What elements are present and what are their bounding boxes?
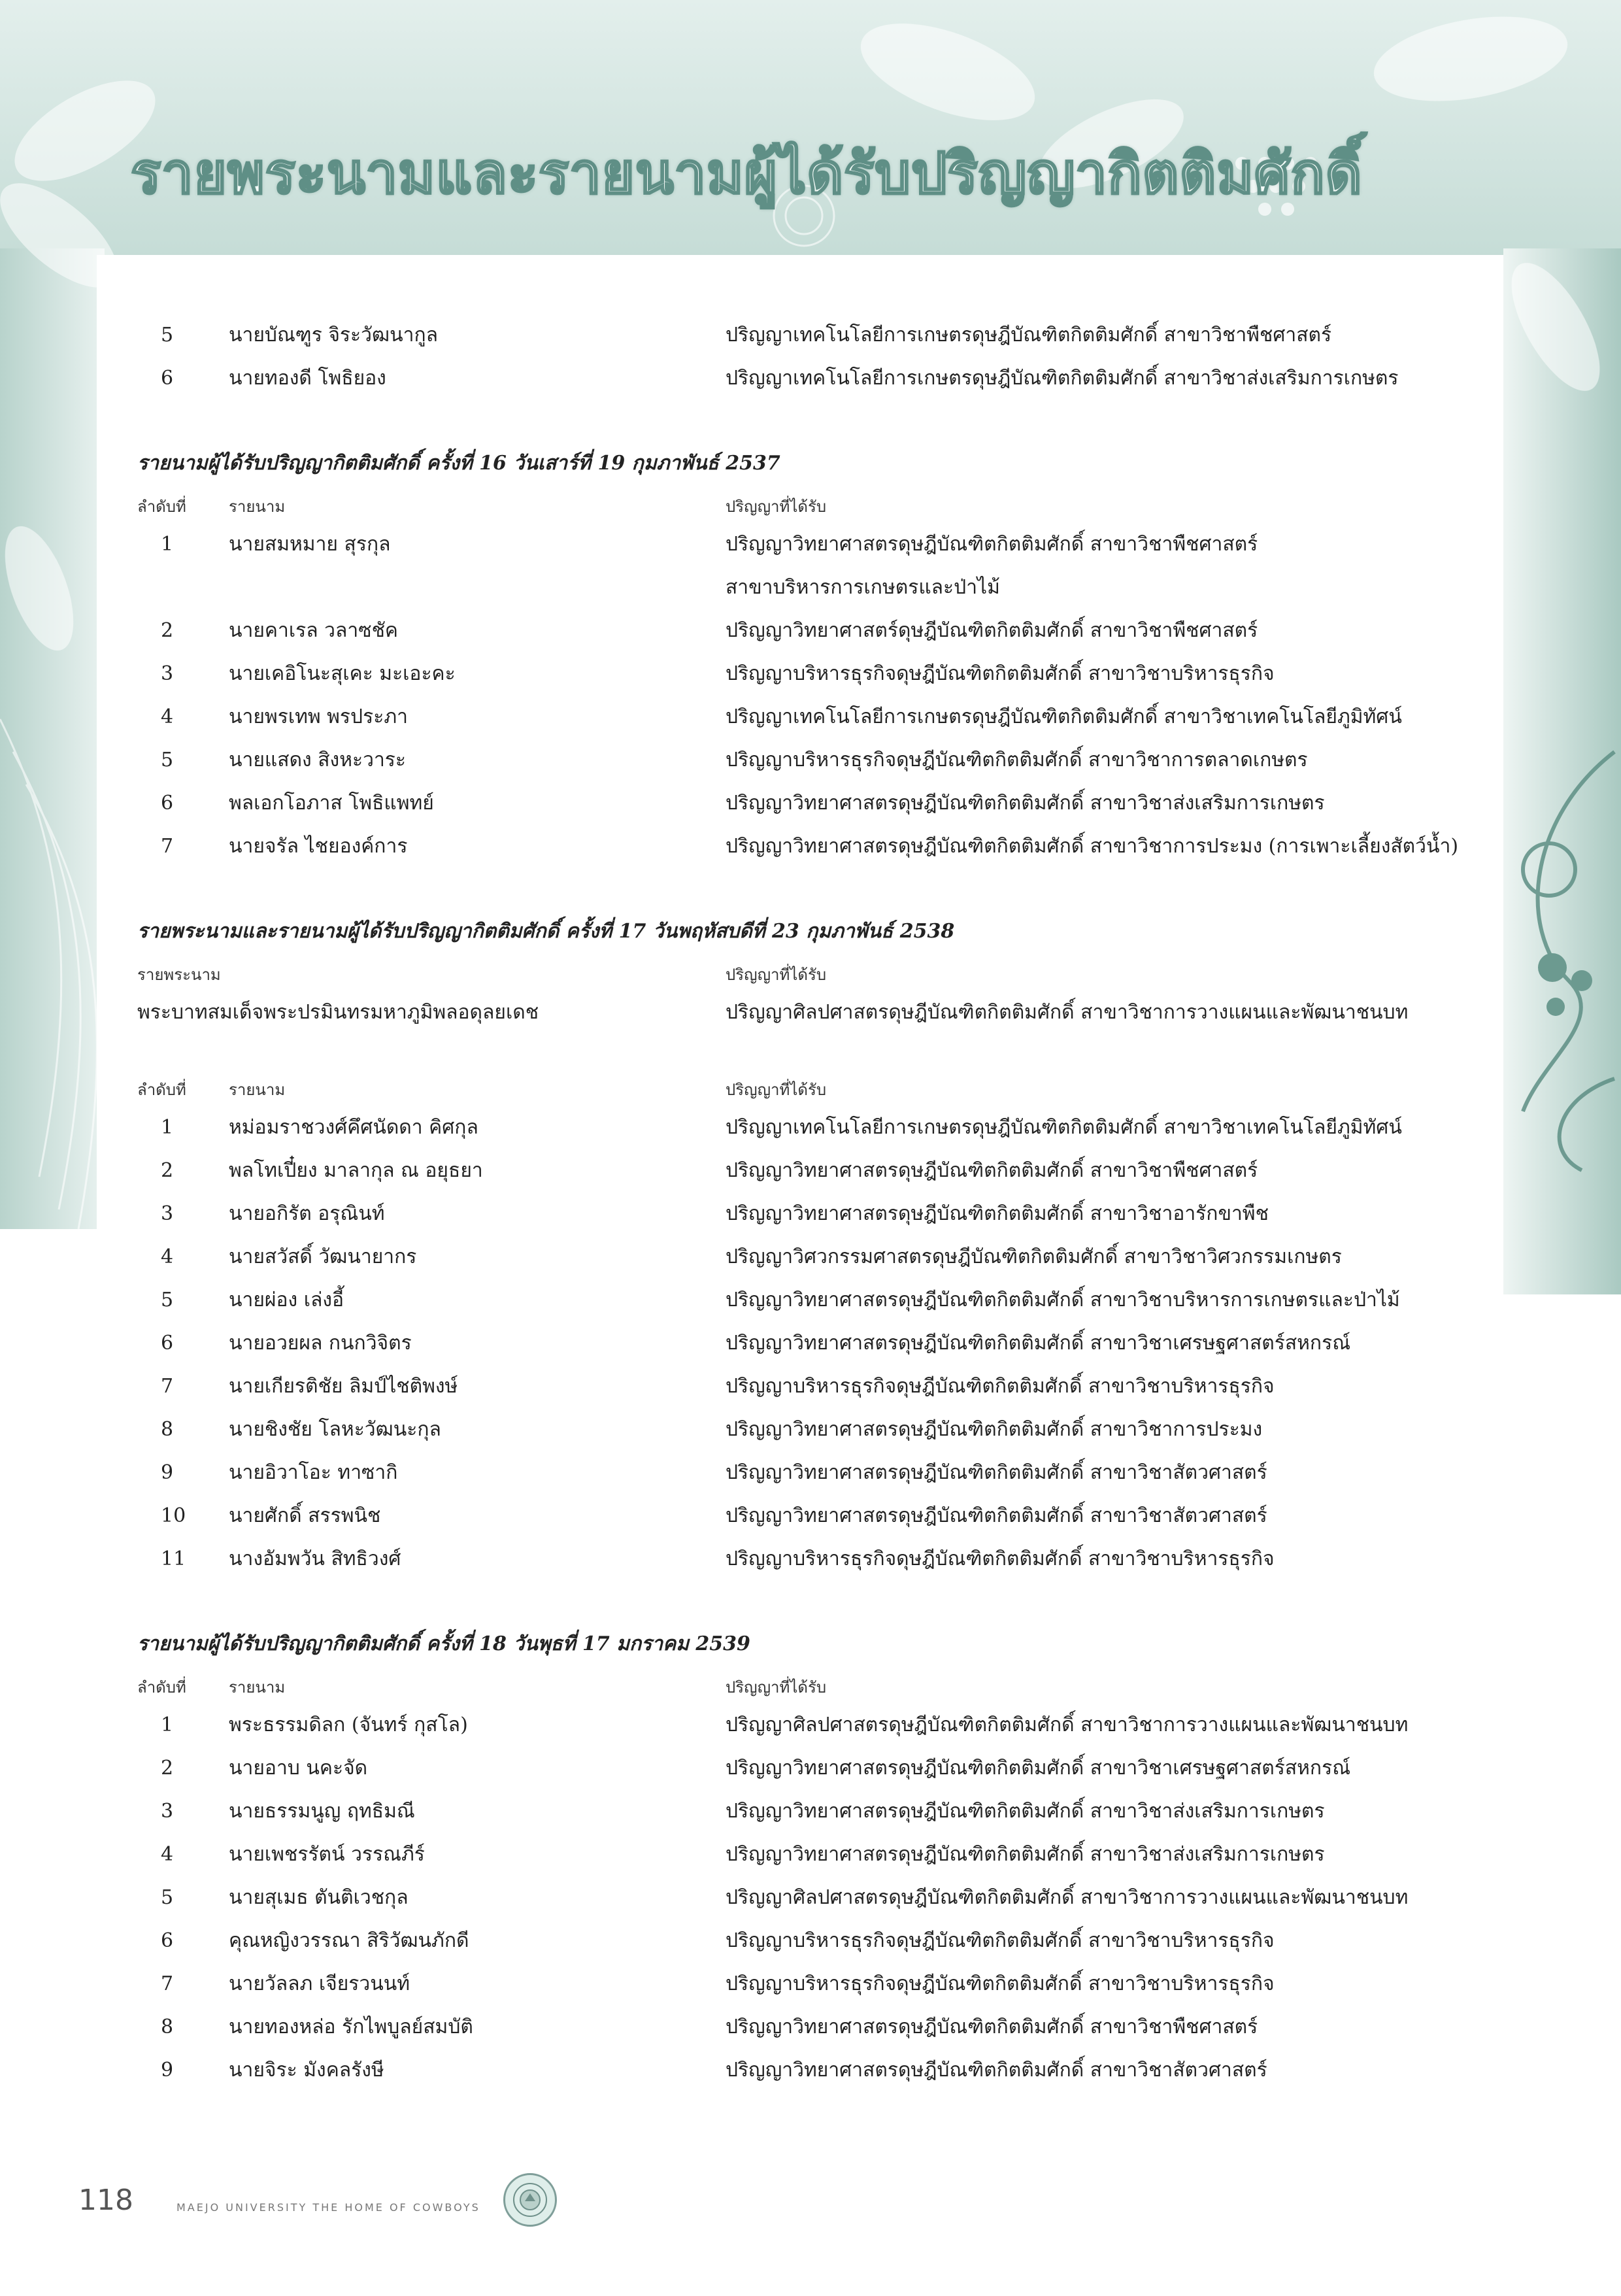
recipient-name: นายคาเรล วลาซชัค	[229, 619, 398, 642]
column-headers	[137, 1666, 1510, 1704]
row-number: 10	[161, 1504, 186, 1527]
row-number: 4	[161, 705, 174, 728]
list-item	[137, 2006, 1510, 2049]
list-item	[137, 1236, 1510, 1279]
column-headers	[137, 485, 1510, 523]
column-headers	[137, 1068, 1510, 1106]
page-title: รายพระนามและรายนามผู้ได้รับปริญญากิตติมศักดิ์	[131, 141, 1363, 207]
list-item	[137, 1365, 1510, 1408]
royal-recipient-name: พระบาทสมเด็จพระปรมินทรมหาภูมิพลอดุลยเดช	[137, 1001, 539, 1024]
list-item	[137, 1790, 1510, 1833]
list-item	[137, 652, 1510, 696]
recipient-name: คุณหญิงวรรณา สิริวัฒนภักดี	[229, 1929, 469, 1952]
recipient-name: นายผ่อง เล่งอี้	[229, 1289, 344, 1311]
recipient-name: นางอัมพวัน สิทธิวงศ์	[229, 1547, 401, 1570]
recipient-name: พระธรรมดิลก (จันทร์ กุสโล)	[229, 1714, 468, 1736]
degree-received: ปริญญาศิลปศาสตรดุษฎีบัณฑิตกิตติมศักดิ์ สาขาวิชาการวางแผนและพัฒนาชนบท	[726, 1886, 1409, 1909]
row-number: 5	[161, 324, 174, 346]
list-item	[137, 1106, 1510, 1149]
row-number: 1	[161, 533, 174, 556]
footer-text-block	[176, 2187, 503, 2214]
row-number: 9	[161, 2059, 174, 2082]
row-number: 5	[161, 749, 174, 771]
continued-list	[137, 314, 1510, 400]
row-number: 6	[161, 792, 174, 815]
list-item	[137, 1919, 1510, 1963]
row-number: 2	[161, 1159, 174, 1182]
column-header-name: รายนาม	[229, 1678, 286, 1697]
recipient-name: นายจิระ มังคลรังษี	[229, 2059, 384, 2082]
column-header-royal-name: รายพระนาม	[137, 966, 221, 984]
recipient-name: นายอาบ นคะจัด	[229, 1757, 368, 1780]
degree-received: ปริญญาวิทยาศาสตรดุษฎีบัณฑิตกิตติมศักดิ์ สาขาวิชาเศรษฐศาสตร์สหกรณ์	[726, 1332, 1351, 1355]
list-item	[137, 1876, 1510, 1919]
degree-received: ปริญญาเทคโนโลยีการเกษตรดุษฎีบัณฑิตกิตติมศักดิ์ สาขาวิชาเทคโนโลยีภูมิทัศน์	[726, 1116, 1402, 1139]
degree-received: ปริญญาวิทยาศาสตรดุษฎีบัณฑิตกิตติมศักดิ์ สาขาวิชาพืชศาสตร์	[726, 1159, 1258, 1182]
column-header-name: รายนาม	[229, 1081, 286, 1099]
degree-received: ปริญญาวิทยาศาสตรดุษฎีบัณฑิตกิตติมศักดิ์ สาขาวิชาการประมง	[726, 1418, 1263, 1441]
recipient-name: นายอกิรัต อรุณินท์	[229, 1202, 385, 1225]
recipient-name: พลโทเปี๋ยง มาลากุล ณ อยุธยา	[229, 1159, 483, 1182]
list-item	[137, 782, 1510, 825]
degree-received: ปริญญาวิทยาศาสตรดุษฎีบัณฑิตกิตติมศักดิ์ สาขาวิชาส่งเสริมการเกษตร	[726, 792, 1325, 815]
section-heading-16: รายนามผู้ได้รับปริญญากิตติมศักดิ์ ครั้งที่ 16 วันเสาร์ที่ 19 กุมภาพันธ์ 2537	[137, 452, 780, 475]
seal-graphic	[512, 2182, 548, 2218]
degree-received: ปริญญาวิทยาศาสตรดุษฎีบัณฑิตกิตติมศักดิ์ สาขาวิชาสัตวศาสตร์	[726, 2059, 1267, 2082]
recipient-name: นายทองหล่อ รักไพบูลย์สมบัติ	[229, 2016, 473, 2038]
row-number: 7	[161, 835, 174, 858]
column-header-number: ลำดับที่	[137, 498, 186, 516]
recipient-name: นายชิงชัย โลหะวัฒนะกุล	[229, 1418, 441, 1441]
section-heading-17: รายพระนามและรายนามผู้ได้รับปริญญากิตติมศักดิ์ ครั้งที่ 17 วันพฤหัสบดีที่ 23 กุมภาพันธ์ 2538	[137, 920, 955, 943]
degree-received: ปริญญาวิศวกรรมศาสตรดุษฎีบัณฑิตกิตติมศักดิ์ สาขาวิชาวิศวกรรมเกษตร	[726, 1245, 1342, 1268]
list-item	[137, 357, 1510, 400]
list-item	[137, 1538, 1510, 1581]
degree-received: ปริญญาวิทยาศาสตรดุษฎีบัณฑิตกิตติมศักดิ์ สาขาวิชาสัตวศาสตร์	[726, 1461, 1267, 1484]
column-header-degree: ปริญญาที่ได้รับ	[726, 1678, 827, 1697]
row-number: 4	[161, 1843, 174, 1866]
degree-received: ปริญญาวิทยาศาสตรดุษฎีบัณฑิตกิตติมศักดิ์ สาขาวิชาเศรษฐศาสตร์สหกรณ์	[726, 1757, 1351, 1780]
list-item	[137, 609, 1510, 652]
list-item	[137, 1451, 1510, 1494]
royal-column-headers	[137, 953, 1510, 991]
recipient-name: นายเกียรติชัย ลิมป์ไชติพงษ์	[229, 1375, 458, 1398]
recipient-name: นายสวัสดิ์ วัฒนายากร	[229, 1245, 417, 1268]
recipient-name: นายศักดิ์ สรรพนิช	[229, 1504, 381, 1527]
recipient-name: นายอวยผล กนกวิจิตร	[229, 1332, 412, 1355]
row-number: 1	[161, 1116, 174, 1139]
recipient-name: นายวัลลภ เจียรวนนท์	[229, 1972, 410, 1995]
row-number: 5	[161, 1886, 174, 1909]
row-number: 7	[161, 1972, 174, 1995]
degree-received: ปริญญาวิทยาศาสตรดุษฎีบัณฑิตกิตติมศักดิ์ สาขาวิชาพืชศาสตร์	[726, 533, 1258, 556]
degree-received: ปริญญาเทคโนโลยีการเกษตรดุษฎีบัณฑิตกิตติมศักดิ์ สาขาวิชาพืชศาสตร์	[726, 324, 1332, 346]
recipient-name: นายอิวาโอะ ทาซากิ	[229, 1461, 398, 1484]
degree-received: ปริญญาศิลปศาสตรดุษฎีบัณฑิตกิตติมศักดิ์ สาขาวิชาการวางแผนและพัฒนาชนบท	[726, 1714, 1409, 1736]
degree-received: ปริญญาวิทยาศาสตรดุษฎีบัณฑิตกิตติมศักดิ์ สาขาวิชาบริหารการเกษตรและป่าไม้	[726, 1289, 1400, 1311]
list-item	[137, 314, 1510, 357]
recipient-name: นายเคอิโนะสุเคะ มะเอะคะ	[229, 662, 456, 685]
honorary-degree-list	[137, 314, 1510, 2092]
degree-received: ปริญญาบริหารธุรกิจดุษฎีบัณฑิตกิตติมศักดิ์ สาขาวิชาบริหารธุรกิจ	[726, 1929, 1275, 1952]
list-item	[137, 523, 1510, 566]
column-header-name: รายนาม	[229, 498, 286, 516]
list-item	[137, 825, 1510, 868]
list-item	[137, 1494, 1510, 1538]
recipient-name: พลเอกโอภาส โพธิแพทย์	[229, 792, 434, 815]
list-item	[137, 1963, 1510, 2006]
list-item	[137, 1408, 1510, 1451]
column-header-degree: ปริญญาที่ได้รับ	[726, 1081, 827, 1099]
row-number: 4	[161, 1245, 174, 1268]
recipient-name: นายสุเมธ ตันติเวชกุล	[229, 1886, 409, 1909]
degree-received: ปริญญาบริหารธุรกิจดุษฎีบัณฑิตกิตติมศักดิ์ สาขาวิชาบริหารธุรกิจ	[726, 662, 1275, 685]
list-item	[137, 1279, 1510, 1322]
degree-received: ปริญญาบริหารธุรกิจดุษฎีบัณฑิตกิตติมศักดิ์ สาขาวิชาบริหารธุรกิจ	[726, 1547, 1275, 1570]
list-item	[137, 2049, 1510, 2092]
degree-received: ปริญญาเทคโนโลยีการเกษตรดุษฎีบัณฑิตกิตติมศักดิ์ สาขาวิชาเทคโนโลยีภูมิทัศน์	[726, 705, 1402, 728]
footer-subtitle	[176, 2187, 503, 2201]
row-number: 1	[161, 1714, 174, 1736]
spacer	[137, 1034, 1510, 1068]
recipient-name: นายธรรมนูญ ฤทธิมณี	[229, 1800, 415, 1823]
row-number: 2	[161, 619, 174, 642]
recipient-name: นายพรเทพ พรประภา	[229, 705, 408, 728]
row-number: 9	[161, 1461, 174, 1484]
list-item	[137, 1192, 1510, 1236]
list-item	[137, 739, 1510, 782]
column-header-degree: ปริญญาที่ได้รับ	[726, 966, 827, 984]
page-number: 118	[78, 2183, 133, 2217]
row-number: 7	[161, 1375, 174, 1398]
degree-received: ปริญญาบริหารธุรกิจดุษฎีบัณฑิตกิตติมศักดิ์ สาขาวิชาบริหารธุรกิจ	[726, 1972, 1275, 1995]
recipient-name: หม่อมราชวงศ์คึศนัดดา คิศกุล	[229, 1116, 478, 1139]
list-item	[137, 696, 1510, 739]
row-number: 6	[161, 367, 174, 390]
degree-received: ปริญญาวิทยาศาสตรดุษฎีบัณฑิตกิตติมศักดิ์ สาขาวิชาส่งเสริมการเกษตร	[726, 1800, 1325, 1823]
footer-university-name: MAEJO UNIVERSITY THE HOME OF COWBOYS	[176, 2201, 480, 2214]
degree-received: ปริญญาเทคโนโลยีการเกษตรดุษฎีบัณฑิตกิตติมศักดิ์ สาขาวิชาส่งเสริมการเกษตร	[726, 367, 1399, 390]
degree-received: ปริญญาวิทยาศาสตรดุษฎีบัณฑิตกิตติมศักดิ์ สาขาวิชาพืชศาสตร์	[726, 2016, 1258, 2038]
recipient-name: นายเพชรรัตน์ วรรณภีร์	[229, 1843, 425, 1866]
recipient-name: นายแสดง สิงหะวาระ	[229, 749, 407, 771]
degree-received: ปริญญาบริหารธุรกิจดุษฎีบัณฑิตกิตติมศักดิ์ สาขาวิชาบริหารธุรกิจ	[726, 1375, 1275, 1398]
list-item	[137, 1833, 1510, 1876]
page-footer	[78, 2174, 667, 2226]
degree-received: ปริญญาวิทยาศาสตรดุษฎีบัณฑิตกิตติมศักดิ์ สาขาวิชาอารักขาพืช	[726, 1202, 1269, 1225]
row-number: 11	[161, 1547, 186, 1570]
row-number: 3	[161, 1800, 174, 1823]
degree-received: ปริญญาวิทยาศาสตร์ดุษฎีบัณฑิตกิตติมศักดิ์ สาขาวิชาพืชศาสตร์	[726, 619, 1258, 642]
degree-received: ปริญญาวิทยาศาสตรดุษฎีบัณฑิตกิตติมศักดิ์ สาขาวิชาส่งเสริมการเกษตร	[726, 1843, 1325, 1866]
royal-recipient-row	[137, 991, 1510, 1034]
column-header-number: ลำดับที่	[137, 1678, 186, 1697]
degree-continuation: สาขาบริหารการเกษตรและป่าไม้	[726, 576, 1000, 599]
row-number: 6	[161, 1929, 174, 1952]
list-item	[137, 1704, 1510, 1747]
row-number: 2	[161, 1757, 174, 1780]
recipient-name: นายสมหมาย สุรกุล	[229, 533, 391, 556]
list-item	[137, 1322, 1510, 1365]
degree-received: ปริญญาศิลปศาสตรดุษฎีบัณฑิตกิตติมศักดิ์ สาขาวิชาการวางแผนและพัฒนาชนบท	[726, 1001, 1409, 1024]
row-number: 6	[161, 1332, 174, 1355]
row-number: 3	[161, 662, 174, 685]
degree-received: ปริญญาวิทยาศาสตรดุษฎีบัณฑิตกิตติมศักดิ์ สาขาวิชาการประมง (การเพาะเลี้ยงสัตว์น้ำ)	[726, 835, 1459, 858]
row-number: 8	[161, 1418, 174, 1441]
degree-received: ปริญญาบริหารธุรกิจดุษฎีบัณฑิตกิตติมศักดิ์ สาขาวิชาการตลาดเกษตร	[726, 749, 1308, 771]
university-seal-icon	[503, 2173, 557, 2227]
row-number: 5	[161, 1289, 174, 1311]
list-item	[137, 1747, 1510, 1790]
degree-received: ปริญญาวิทยาศาสตรดุษฎีบัณฑิตกิตติมศักดิ์ สาขาวิชาสัตวศาสตร์	[726, 1504, 1267, 1527]
row-number: 8	[161, 2016, 174, 2038]
row-number: 3	[161, 1202, 174, 1225]
column-header-number: ลำดับที่	[137, 1081, 186, 1099]
list-item	[137, 1149, 1510, 1192]
section-heading-18: รายนามผู้ได้รับปริญญากิตติมศักดิ์ ครั้งที่ 18 วันพุธที่ 17 มกราคม 2539	[137, 1632, 750, 1655]
recipient-name: นายจรัล ไชยองค์การ	[229, 835, 408, 858]
column-header-degree: ปริญญาที่ได้รับ	[726, 498, 827, 516]
recipient-name: นายบัณฑูร จิระวัฒนากูล	[229, 324, 439, 346]
recipient-name: นายทองดี โพธิยอง	[229, 367, 386, 390]
